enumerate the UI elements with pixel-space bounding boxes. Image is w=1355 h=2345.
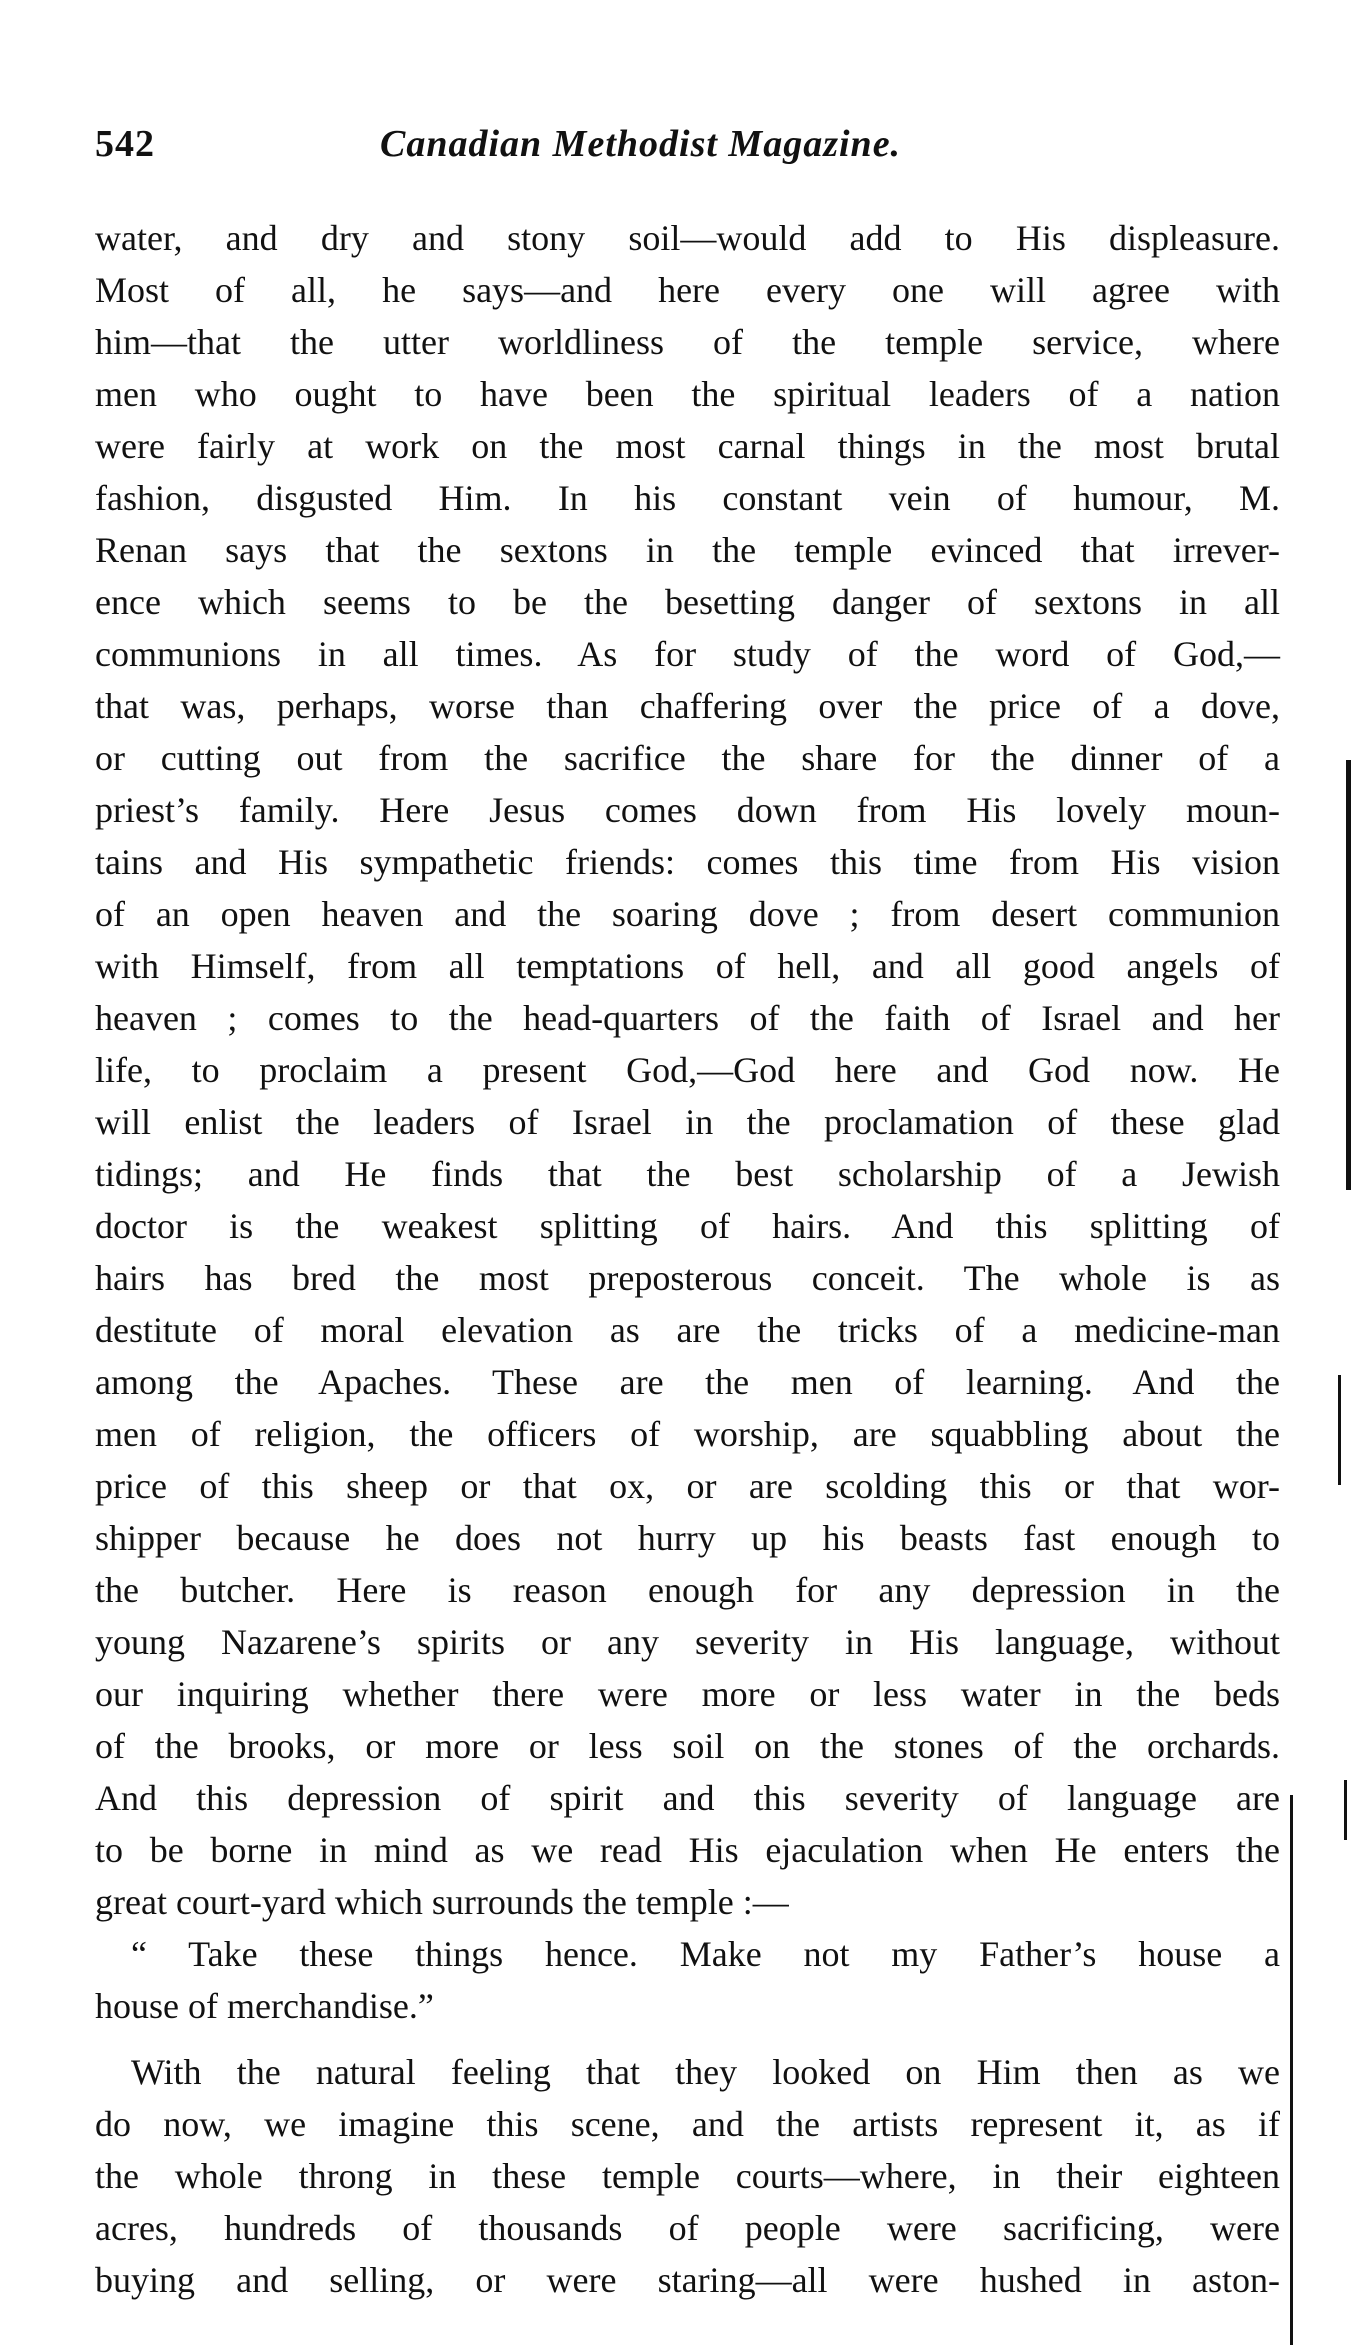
text-line: priest’s family. Here Jesus comes down from His lovely moun- (95, 790, 1280, 830)
body-text (95, 212, 1280, 2306)
scan-edge-mark (1346, 760, 1351, 1190)
page-header (95, 122, 1275, 174)
scan-edge-mark (1344, 1780, 1347, 1840)
text-line: communions in all times. As for study of the word of God,— (95, 634, 1280, 674)
text-line: And this depression of spirit and this severity of language are (95, 1778, 1280, 1818)
text-line: or cutting out from the sacrifice the share for the dinner of a (95, 738, 1280, 778)
quote-line: house of merchandise.” (95, 1986, 434, 2026)
scan-edge-mark (1338, 1375, 1341, 1485)
text-line: were fairly at work on the most carnal things in the most brutal (95, 426, 1280, 466)
text-line: him—that the utter worldliness of the temple service, where (95, 322, 1280, 362)
text-line: ence which seems to be the besetting danger of sextons in all (95, 582, 1280, 622)
text-line: life, to proclaim a present God,—God here and God now. He (95, 1050, 1280, 1090)
text-line: our inquiring whether there were more or less water in the beds (95, 1674, 1280, 1714)
text-line: water, and dry and stony soil—would add to His displeasure. (95, 218, 1280, 258)
text-line: price of this sheep or that ox, or are scolding this or that wor- (95, 1466, 1280, 1506)
text-line: Most of all, he says—and here every one will agree with (95, 270, 1280, 310)
text-line: buying and selling, or were staring—all were hushed in aston- (95, 2260, 1280, 2300)
text-line: that was, perhaps, worse than chaffering over the price of a dove, (95, 686, 1280, 726)
text-line: With the natural feeling that they looked on Him then as we (131, 2052, 1280, 2092)
running-title: Canadian Methodist Magazine. (380, 123, 902, 165)
text-line: men who ought to have been the spiritual leaders of a nation (95, 374, 1280, 414)
text-line: doctor is the weakest splitting of hairs. And this splitting of (95, 1206, 1280, 1246)
text-line: among the Apaches. These are the men of learning. And the (95, 1362, 1280, 1402)
scan-edge-mark (1290, 1795, 1293, 2345)
text-line: of the brooks, or more or less soil on the stones of the orchards. (95, 1726, 1280, 1766)
text-line: with Himself, from all temptations of hell, and all good angels of (95, 946, 1280, 986)
text-line: shipper because he does not hurry up his beasts fast enough to (95, 1518, 1280, 1558)
text-line: of an open heaven and the soaring dove ; from desert communion (95, 894, 1280, 934)
text-line: young Nazarene’s spirits or any severity in His language, without (95, 1622, 1280, 1662)
text-line: fashion, disgusted Him. In his constant vein of humour, M. (95, 478, 1280, 518)
text-line: will enlist the leaders of Israel in the proclamation of these glad (95, 1102, 1280, 1142)
text-line: acres, hundreds of thousands of people were sacrificing, were (95, 2208, 1280, 2248)
text-line: Renan says that the sextons in the temple evinced that irrever- (95, 530, 1280, 570)
text-line: great court-yard which surrounds the temple :— (95, 1882, 789, 1922)
text-line: tidings; and He finds that the best scholarship of a Jewish (95, 1154, 1280, 1194)
page-number: 542 (95, 123, 155, 165)
text-line: tains and His sympathetic friends: comes this time from His vision (95, 842, 1280, 882)
text-line: the butcher. Here is reason enough for any depression in the (95, 1570, 1280, 1610)
text-line: to be borne in mind as we read His ejaculation when He enters the (95, 1830, 1280, 1870)
text-line: men of religion, the officers of worship, are squabbling about the (95, 1414, 1280, 1454)
text-line: do now, we imagine this scene, and the artists represent it, as if (95, 2104, 1280, 2144)
text-line: the whole throng in these temple courts—where, in their eighteen (95, 2156, 1280, 2196)
text-line: hairs has bred the most preposterous conceit. The whole is as (95, 1258, 1280, 1298)
text-line: heaven ; comes to the head-quarters of the faith of Israel and her (95, 998, 1280, 1038)
quote-line: “ Take these things hence. Make not my Father’s house a (131, 1934, 1280, 1974)
text-line: destitute of moral elevation as are the tricks of a medicine-man (95, 1310, 1280, 1350)
